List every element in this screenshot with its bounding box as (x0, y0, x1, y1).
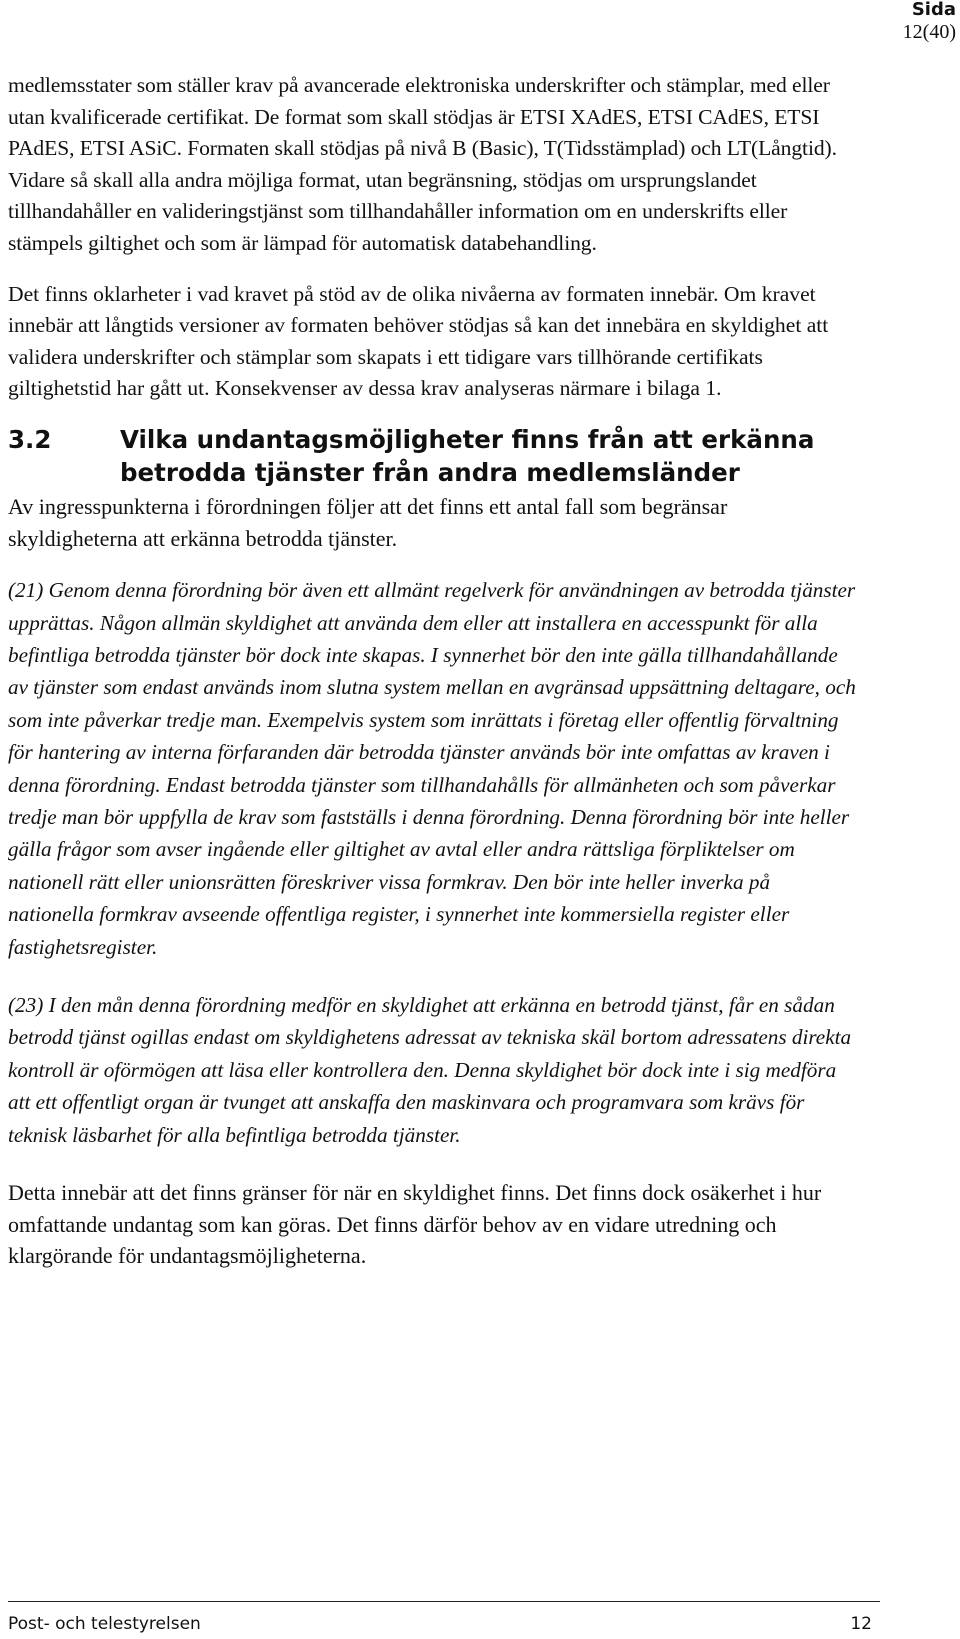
footer-divider (8, 1601, 880, 1602)
quote-recital-23: (23) I den mån denna förordning medför en skyldighet att erkänna en betrodd tjänst, får en sådan betrodd tjänst ogillas endast om skyldighetens adressat av tekniska skäl bortom adressatens direkta kontroll är oförmögen att läsa eller kontrollera den. Denna skyldighet bör dock inte i sig medföra att ett offentligt organ är tvunget att anskaffa den maskinvara och programvara som krävs för teknisk läsbarhet för alla befintliga betrodda tjänster. (8, 993, 852, 1147)
page-count: 12(40) (902, 20, 956, 43)
page-label: Sida (911, 0, 956, 20)
quote-recital-21: (21) Genom denna förordning bör även ett allmänt regelverk för användningen av betrodda tjänster upprättas. Någon allmän skyldighet att använda dem eller att installera en accesspunkt för alla befintliga betrodda tjänster bör dock inte skapas. I synnerhet bör den inte gälla tillhandahållande av tjänster som endast används inom slutna system mellan en avgränsad uppsättning deltagare, och som inte påverkar tredje man. Exempelvis system som inrättats i företag eller offentlig förvaltning för hantering av interna förfaranden där betrodda tjänster används bör inte omfattas av kraven i denna förordning. Endast betrodda tjänster som tillhandahålls för allmänheten och som påverkar tredje man bör uppfylla de krav som fastställs i denna förordning. Denna förordning bör inte heller gälla frågor som avser ingående eller giltighet av avtal eller andra rättsliga förpliktelser om nationell rätt eller unionsrätten föreskriver vissa formkrav. Den bör inte heller inverka på nationella formkrav avseende offentliga register, i synnerhet inte kommersiella register eller fastighetsregister. (8, 578, 856, 959)
section-title: Vilka undantagsmöjligheter finns från att erkänna betrodda tjänster från andra medlemsländer (120, 424, 815, 487)
section-heading (8, 423, 860, 489)
section-number: 3.2 (8, 424, 52, 454)
paragraph-unclarities: Det finns oklarheter i vad kravet på stöd av de olika nivåerna av formaten innebär. Om kravet innebär att långtids versioner av formaten behöver stödjas så kan det innebära en skyldighet att validera underskrifter och stämplar som skapats i ett tidigare vars tillhörande certifikats giltighetstid har gått ut. Konsekvenser av dessa krav analyseras närmare i bilaga 1. (8, 281, 829, 401)
footer-page-number: 12 (850, 1614, 872, 1634)
footer-organization: Post- och telestyrelsen (8, 1614, 201, 1634)
paragraph-conclusion: Detta innebär att det finns gränser för när en skyldighet finns. Det finns dock osäkerhet i hur omfattande undantag som kan göras. Det finns därför behov av en vidare utredning och klargörande för undantagsmöjligheterna. (8, 1180, 822, 1269)
paragraph-formats: medlemsstater som ställer krav på avancerade elektroniska underskrifter och stämplar, med eller utan kvalificerade certifikat. De format som skall stödjas är ETSI XAdES, ETSI CAdES, ETSI PAdES, ETSI ASiC. Formaten skall stödjas på nivå B (Basic), T(Tidsstämplad) och LT(Långtid). Vidare så skall alla andra möjliga format, utan begränsning, stödjas om ursprungslandet tillhandahåller en valideringstjänst som tillhandahåller information om en underskrifts eller stämpels giltighet och som är lämpad för automatisk databehandling. (8, 73, 837, 255)
page-header (903, 0, 956, 44)
page-footer (8, 1614, 872, 1634)
document-body (8, 70, 860, 1272)
paragraph-intro: Av ingresspunkterna i förordningen följer att det finns ett antal fall som begränsar skyldigheterna att erkänna betrodda tjänster. (8, 493, 728, 551)
